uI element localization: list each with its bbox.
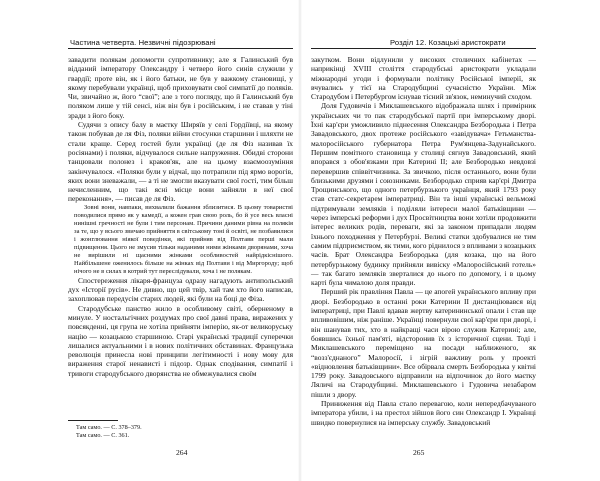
footnotes	[68, 420, 293, 440]
quote-paragraph: Зовні вони, навпаки, вихвалили бажання зблизитися. В цьому товаристві поводилися прямо як у камедії, а кожен грав свою роль, бо й усе весь власні нинішні гречності не були і тим персонам. Причини даними рівна на полякія за те, що у всього звичаю прийняття в світському тоні й освіті, не позбавилися і жонглювання ніякої поведінки, які прийняв від Полтави перші мали підвищення. Цього не змусив тільки наданими ними жінками дворянами, хоча не вирішили ні щасними жінками особливостей найрідкіснішого. Найбільшене оженилось більше на жінках від Полтави і від Миргороду; щоб нічого не в силах в котрий тут переслідували, хоча і не полякам.	[74, 203, 293, 275]
page-number-right: 265	[413, 448, 425, 457]
right-page	[300, 0, 600, 481]
footnote-rule	[68, 420, 118, 421]
header-rule-left	[68, 48, 293, 49]
page-number-left: 264	[176, 448, 188, 457]
left-page-body	[68, 55, 293, 378]
paragraph: Спостереження лікаря-француза одразу нагадують антипольський дух «Історії русів». Не дивно, що цей твір, хай там хто його написав, захоплював передусім старих людей, які були на боці де Фіза.	[68, 275, 293, 304]
running-head-left: Частина четверта. Незвичні підозрювані	[70, 38, 216, 47]
paragraph: Доля Гудовичів і Миклашевського відображала шлях і примірник українських чи то пак стародубської партії при імперському дворі. Їхні кар'єри уможливило піднесення Олександра Безбородька і Петра Завадовського, двох протеже російського «завідувача» Гетьманства-малоросійського губернатора Петра Рум'янцева-Задунайського. Першим помітного становища у столиці сягнув Завадовський, який впорався з обов'язками при Катерині II; але Безбородько невдовзі перевершив співвітчизника. За звичкою, після останнього, вони були близькими друзями і союзниками. Безбородько сприяв кар'єрі Дмитра Трощинського, що одного петербурзького українця, який 1793 року став статс-секретарем імператриці. Він та інші українські вельможі підтримували земляків і поділяли інтереси малої батьківщини — через імперські реформи і дух Просвітництва вони хотіли продовжити інтерес великих родів, переваги, які за законом припадали людям їхнього походження у Петербурзі. Великі статки здобувалися не тим самим підприємством, як тими, кого ріднилося з впливами з козацьких часів. Брат Олександра Безбородька (для козака, що на його петербурзькому будинку прийняли вивіску «Малоросійський готель» — так багато земляків зверталися до нього по допомогу, і в цьому карті була чималою доля правди.	[311, 101, 536, 288]
paragraph: Судячи з опису балу в маєтку Ширяїв у селі Гордіївці, на якому також побував де ля Фіз, поляки війни стосунки старшини і шляхти не стали краще. Серед гостей були українці (де ля Фіз називав їх росіянами) і поляки, відчувалося сильне напруження. Обидві сторони танцювали полонез і краков'як, але на цьому взаємоозуміння закінчувалося. «Поляки були у відчаї, що потрапили під ярмо ворогів, яких вони зневажали, — а ті не змогли вказувати свої гості, тим більш нечисленним, що такі ясні місце вони зайняли в неї свої переконання», — писав де ля Фіз.	[68, 120, 293, 204]
footnote: Там само. — С. 361.	[76, 432, 130, 439]
paragraph: закутком. Вони відлунили у високих столичних кабінетах — наприкінці XVIII століття стародубські аристократи укладали міжнародні угоди і формували політику Російської імперії, як вчувались у тієї на Стародубщині сучасністю України. Між Стародубом і Петербургом існував тісний зв'язок, неминучий сходом.	[311, 55, 536, 102]
running-head-right: Розділ 12. Козацькі аристократи	[390, 38, 506, 47]
footnote: Там само. — С. 378–379.	[76, 424, 142, 431]
paragraph: Приниження від Павла стало перевагою, коли непередбачуваного імператора убили, і на престол зійшов його син Олександр I. Українці швидко повернулися на імперську службу. Завадовський	[311, 398, 536, 427]
paragraph: Перший рік правління Павла — це апогей українського впливу при дворі. Безбородько в останні роки Катерини II дистанціювався від імператриці, при Павлі вдавав жертву катерининської опали і став ще впливовішим, ніж раніше. Українці повернули свої кар'єри при дворі, і він шанував тих, хто в найкращі часи вірою служив Катерині; але, боявшись їхньої пам'яті, відсторонив їх з історичної сцени. Тоді і Миклашевського переміщено на посади наближеного, як “возз'єднаного” Малоросії, і зігрій важливу роль у проекті «відновлення батьківщини». Все обірвала смерть Безбородька у квітні 1799 року. Завадовського відправили на відпочинок до його маєтку Ляличі на Стародубщині. Миклашевського і Гудовича незабаром пішли з двору.	[311, 287, 536, 399]
paragraph: Стародубське панство жило в особливому світі, оберненому в минуле. У ностальгічних роздумах про свої давні права, виражених у повсякденні, ця група не хотіла прийняти імперію, як-от великоруську націю — козацькою старшиною. Старі українські традиції суперечки лишалися актуальними і в нових політичних обставинах. Французька революція принесла нові принципи легітимності і нову мову для вираження старої ненависті і підозр. Однак сподівання, симпатії і тривоги стародубського дворянства не обмежувалися своїм	[68, 303, 293, 378]
paragraph: завадити полякам допомогти супротивнику; але я Галинський був відданий імператору Олександру і четверо його синів служили у гвардії; проте він, як і його батьки, не був у важкому становищі, у якому перебували українці, щоб приховувати свої симпатії до поляків. Чи, звичайно ж, його “свої”; але з того погляду, що й Галинський був поляком лише у тій сенсі, ніж він був і російським, і не ставав у тіні зради з його боку.	[68, 55, 293, 120]
right-page-body	[311, 55, 536, 427]
block-quote	[74, 204, 293, 276]
header-rule-right	[311, 48, 536, 49]
